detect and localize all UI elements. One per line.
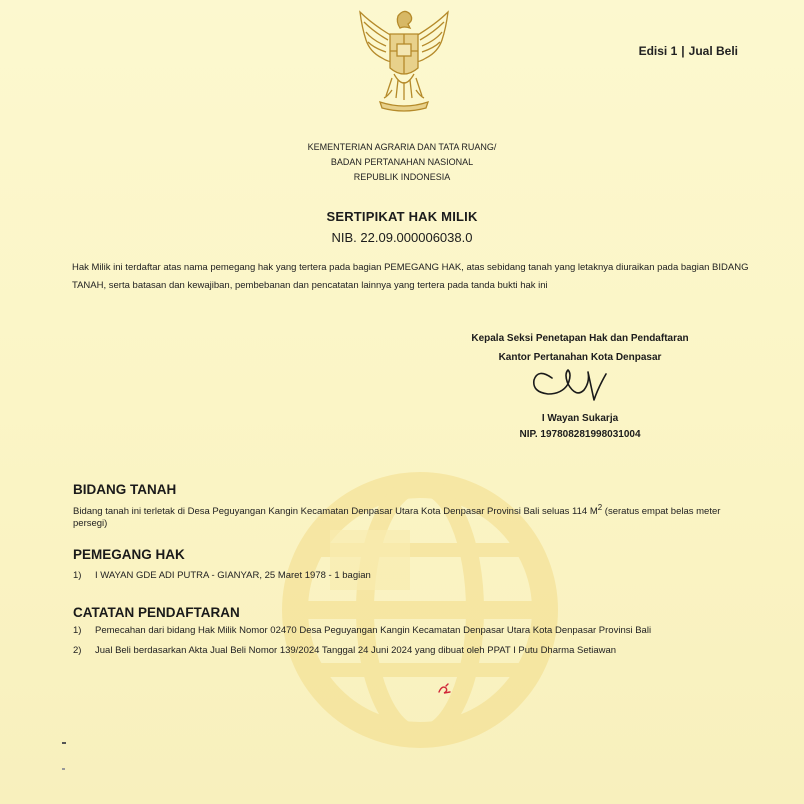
- ministry-line-2: BADAN PERTANAHAN NASIONAL: [330, 157, 474, 167]
- handwritten-signature: [528, 360, 610, 406]
- bidang-tanah-heading: BIDANG TANAH: [73, 482, 177, 497]
- nib-number: NIB. 22.09.000006038.0: [331, 230, 473, 245]
- bidang-tanah-description: [73, 502, 733, 530]
- paper-speck: [62, 768, 65, 770]
- certificate-title: SERTIPIKAT HAK MILIK: [326, 209, 478, 224]
- holder-list: [73, 566, 753, 586]
- list-item-number: 2): [73, 645, 82, 656]
- land-description-text: Bidang tanah ini terletak di Desa Peguyangan Kangin Kecamatan Denpasar Utara Kota Denpasar Provinsi Bali seluas 114 M: [73, 506, 598, 518]
- list-item-number: 1): [73, 570, 82, 581]
- transaction-type: Jual Beli: [688, 44, 738, 58]
- intro-paragraph: Hak Milik ini terdaftar atas nama pemegang hak yang tertera pada bagian PEMEGANG HAK, atas sebidang tanah yang letaknya diuraikan pada bagian BIDANG TANAH, serta batasan dan kewajiban, pembebanan dan pencatatan lainnya yang tertera pada tanda bukti hak ini: [72, 262, 749, 291]
- ministry-line-3: REPUBLIK INDONESIA: [353, 172, 451, 182]
- paper-speck: [62, 742, 66, 744]
- holder-entry: I WAYAN GDE ADI PUTRA - GIANYAR, 25 Maret 1978 - 1 bagian: [95, 570, 371, 581]
- pemegang-hak-heading: PEMEGANG HAK: [73, 547, 185, 562]
- list-item: [73, 566, 753, 586]
- registration-note: Jual Beli berdasarkan Akta Jual Beli Nomor 139/2024 Tanggal 24 Juni 2024 yang dibuat oleh PPAT I Putu Dharma Setiawan: [95, 645, 617, 656]
- red-initial-mark-icon: [436, 683, 454, 697]
- official-position-line-2: Kantor Pertanahan Kota Denpasar: [498, 352, 662, 363]
- registration-note: Pemecahan dari bidang Hak Milik Nomor 02470 Desa Peguyangan Kangin Kecamatan Denpasar Utara Kota Denpasar Provinsi Bali: [95, 625, 652, 636]
- list-item-number: 1): [73, 625, 82, 636]
- edition-separator: |: [681, 44, 685, 58]
- garuda-pancasila-emblem-icon: [352, 6, 456, 114]
- official-position-line-1: Kepala Seksi Penetapan Hak dan Pendaftaran: [471, 333, 689, 344]
- land-area-words: (seratus empat belas meter persegi): [73, 506, 721, 530]
- edition-number: Edisi 1: [638, 44, 678, 58]
- area-unit-superscript: 2: [597, 503, 603, 512]
- official-name: I Wayan Sukarja: [541, 413, 619, 424]
- official-nip: NIP. 197808281998031004: [519, 429, 641, 440]
- ministry-header: [0, 140, 804, 185]
- registration-notes-list: [73, 621, 753, 661]
- list-item: [73, 621, 753, 641]
- edition-label: [639, 44, 738, 58]
- list-item: [73, 641, 753, 661]
- ministry-line-1: KEMENTERIAN AGRARIA DAN TATA RUANG/: [307, 142, 497, 152]
- catatan-pendaftaran-heading: CATATAN PENDAFTARAN: [73, 605, 240, 620]
